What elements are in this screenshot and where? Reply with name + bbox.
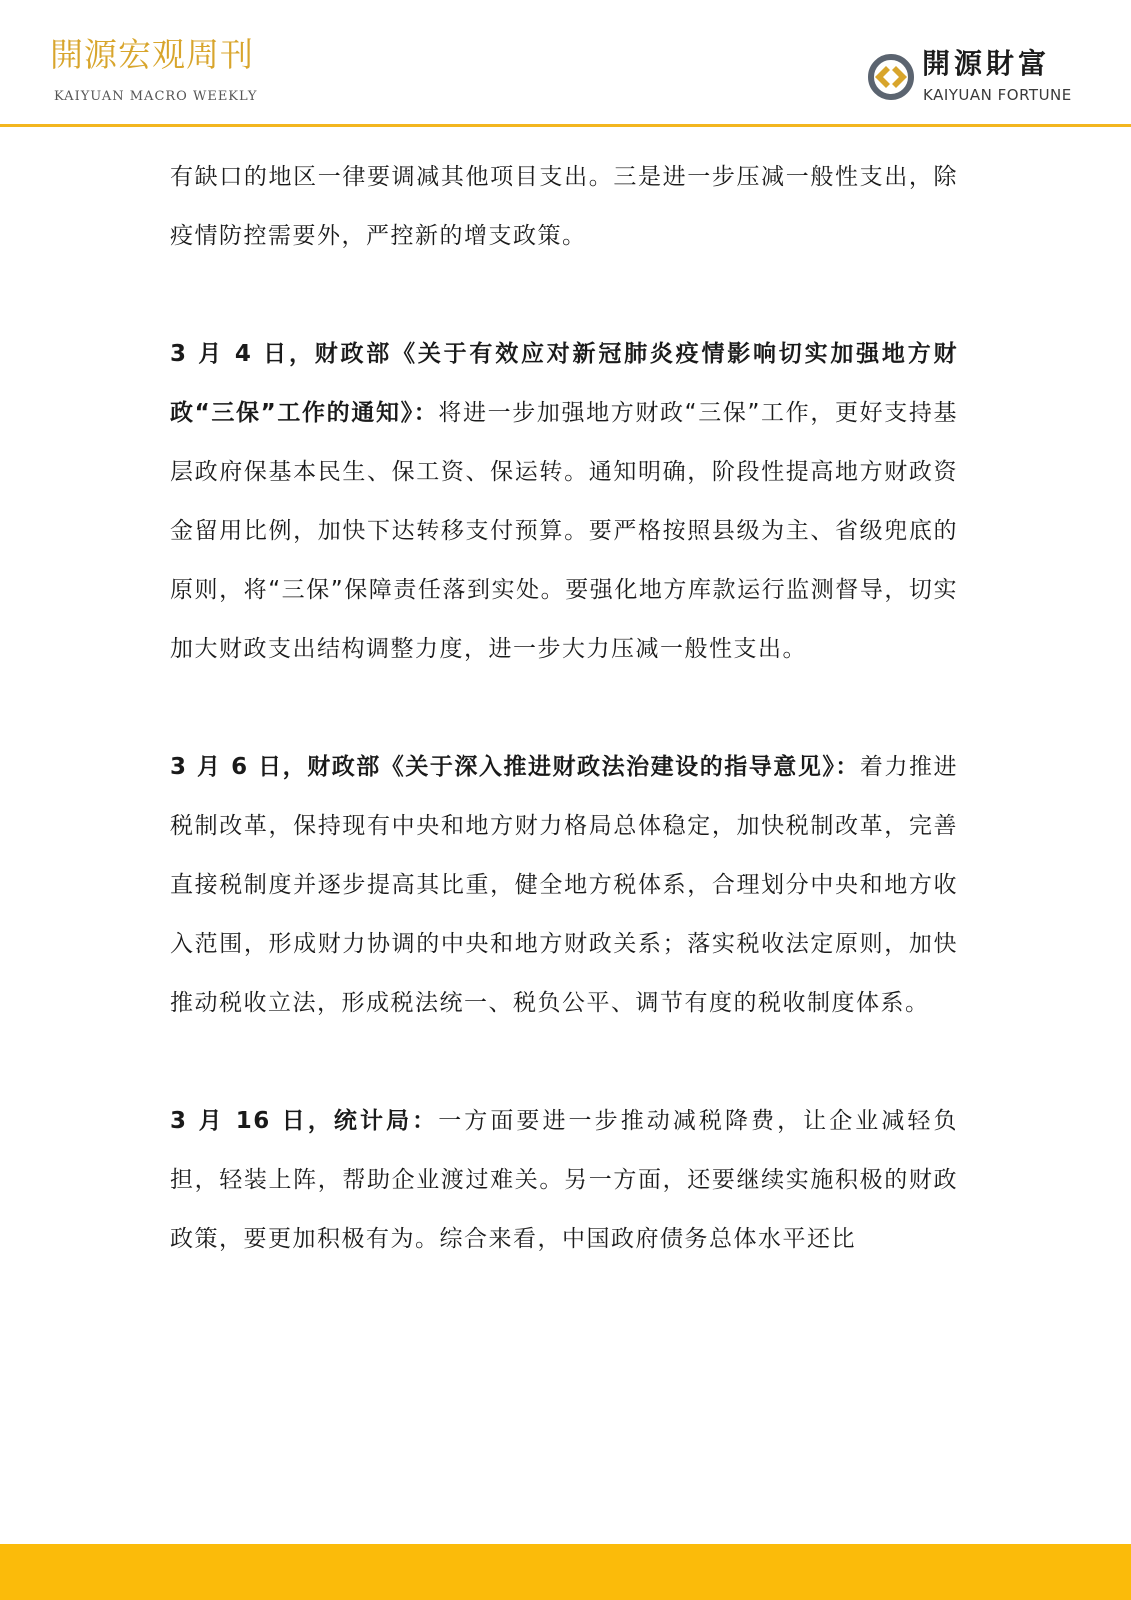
brand-name-english: KAIYUAN FORTUNE [923,86,1072,104]
paragraph-lead: 3 月 16 日，统计局： [170,1108,439,1134]
paragraph-lead: 3 月 6 日，财政部《关于深入推进财政法治建设的指导意见》： [170,754,860,780]
paragraph-text: 有缺口的地区一律要调减其他项目支出。三是进一步压减一般性支出，除疫情防控需要外，严控新的增支政策。 [170,164,958,249]
page-header [0,0,1131,126]
brand-block [866,47,1086,106]
paragraph-nbs-march-16 [170,1092,958,1269]
paragraph-mof-march-4 [170,325,958,679]
publication-subtitle: KAIYUAN MACRO WEEKLY [54,89,258,104]
paragraph-text: 将进一步加强地方财政“三保”工作，更好支持基层政府保基本民生、保工资、保运转。通知明确，阶段性提高地方财政资金留用比例，加快下达转移支付预算。要严格按照县级为主、省级兜底的原则，将“三保”保障责任落到实处。要强化地方库款运行监测督导，切实加大财政支出结构调整力度，进一步大力压减一般性支出。 [170,400,958,662]
footer-band [0,1544,1131,1600]
publication-title: 開源宏观周刊 [50,35,254,74]
paragraph-text: 着力推进税制改革，保持现有中央和地方财力格局总体稳定，加快税制改革，完善直接税制度并逐步提高其比重，健全地方税体系，合理划分中央和地方收入范围，形成财力协调的中央和地方财政关系；落实税收法定原则，加快推动税收立法，形成税法统一、税负公平、调节有度的税收制度体系。 [170,754,959,1016]
kaiyuan-logo-icon [866,52,916,102]
brand-name: 開源財富 [922,47,1051,80]
header-divider [0,124,1131,127]
article-body [170,148,958,1269]
paragraph-mof-march-6 [170,738,958,1033]
paragraph-lead: 3 月 4 日，财政部《关于有效应对新冠肺炎疫情影响切实加强地方财政“三保”工作的通知》： [170,341,958,426]
paragraph-text: 一方面要进一步推动减税降费，让企业减轻负担，轻装上阵，帮助企业渡过难关。另一方面，还要继续实施积极的财政政策，要更加积极有为。综合来看，中国政府债务总体水平还比 [170,1108,958,1252]
paragraph-continuation [170,148,958,266]
